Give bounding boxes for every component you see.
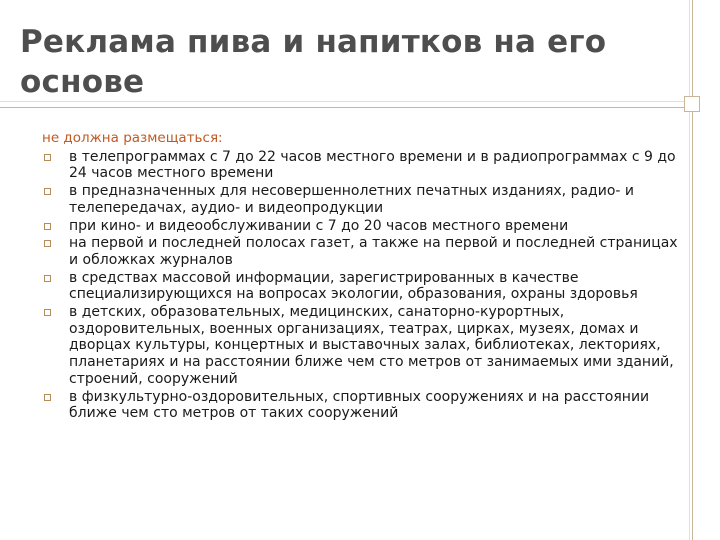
decorative-vertical-line [692, 0, 693, 540]
hollow-square-icon [44, 394, 51, 401]
list-item [42, 218, 687, 235]
list-item [42, 389, 687, 422]
list-item [42, 149, 687, 182]
decorative-corner-square [684, 96, 700, 112]
hollow-square-icon [44, 223, 51, 230]
hollow-square-icon [44, 188, 51, 195]
hollow-square-icon [44, 309, 51, 316]
bullet-list [42, 149, 687, 422]
list-item-text: в физкультурно-оздоровительных, спортивных сооружениях и на расстоянии ближе чем сто метров от таких сооружений [69, 388, 650, 422]
list-item [42, 183, 687, 216]
list-item [42, 270, 687, 303]
decorative-horizontal-line [0, 107, 692, 108]
slide-title: Реклама пива и напитков на его основе [20, 24, 607, 100]
list-item-text: в предназначенных для несовершеннолетних печатных изданиях, радио- и телепередачах, аудио- и видеопродукции [69, 183, 634, 216]
decorative-horizontal-line-light [0, 101, 692, 102]
list-item-text: в телепрограммах с 7 до 22 часов местного времени и в радиопрограммах с 9 до 24 часов местного времени [69, 148, 676, 182]
intro-text: не должна размещаться: [42, 130, 223, 146]
slide-content [42, 130, 687, 423]
list-item-text: в детских, образовательных, медицинских, санаторно-курортных, оздоровительных, военных организациях, театрах, цирках, музеях, домах и дворцах культуры, концертных и выставочных залах, библиотеках, лекториях, планетариях и на расстоянии ближе чем сто метров от занимаемых ими зданий, строений, сооружений [69, 304, 674, 387]
hollow-square-icon [44, 240, 51, 247]
decorative-vertical-line-light [689, 0, 690, 540]
list-item [42, 304, 687, 388]
hollow-square-icon [44, 275, 51, 282]
hollow-square-icon [44, 154, 51, 161]
list-item-text: в средствах массовой информации, зарегистрированных в качестве специализирующихся на вопросах экологии, образования, охраны здоровья [69, 269, 638, 303]
list-item-text: при кино- и видеообслуживании с 7 до 20 часов местного времени [69, 217, 569, 234]
list-item-text: на первой и последней полосах газет, а также на первой и последней страницах и обложках журналов [69, 235, 678, 268]
list-item [42, 235, 687, 268]
